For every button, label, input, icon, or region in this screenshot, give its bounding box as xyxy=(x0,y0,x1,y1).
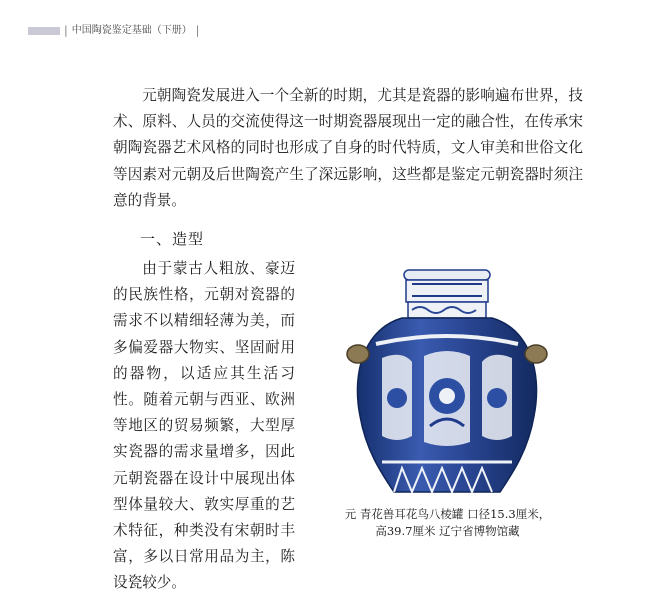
section-paragraph: 由于蒙古人粗放、豪迈的民族性格，元朝对瓷器的需求不以精细轻薄为美，而多偏爱器大物实、坚固耐用的器物，以适应其生活习性。随着元朝与西亚、欧洲等地区的贸易频繁，大型厚实瓷器的需求量增多，因此元朝瓷器在设计中展现出体型体量较大、敦实厚重的艺术特征，种类没有宋朝时丰富，多以日常用品为主，陈设瓷较少。 xyxy=(113,260,295,592)
intro-paragraph: 元朝陶瓷发展进入一个全新的时期，尤其是瓷器的影响遍布世界，技术、原料、人员的交流使得这一时期瓷器展现出一定的融合性，在传承宋朝陶瓷器艺术风格的同时也形成了自身的时代特质，文人审美和世俗文化等因素对元朝及后世陶瓷产生了深远影响，这些都是鉴定元朝瓷器时须注意的背景。 xyxy=(113,87,583,209)
header-divider: | xyxy=(64,24,68,37)
header-color-bar xyxy=(28,27,60,35)
header-divider: | xyxy=(195,24,200,37)
caption-line-2: 高39.7厘米 辽宁省博物馆藏 xyxy=(375,524,520,538)
running-header xyxy=(28,25,199,37)
vase-photo xyxy=(342,266,552,500)
header-title: 中国陶瓷鉴定基础（下册） xyxy=(71,25,192,36)
caption-line-1: 元 青花兽耳花鸟八棱罐 口径15.3厘米， xyxy=(344,507,551,521)
section-heading: 一、造型 xyxy=(140,230,205,248)
figure-caption xyxy=(325,506,570,540)
